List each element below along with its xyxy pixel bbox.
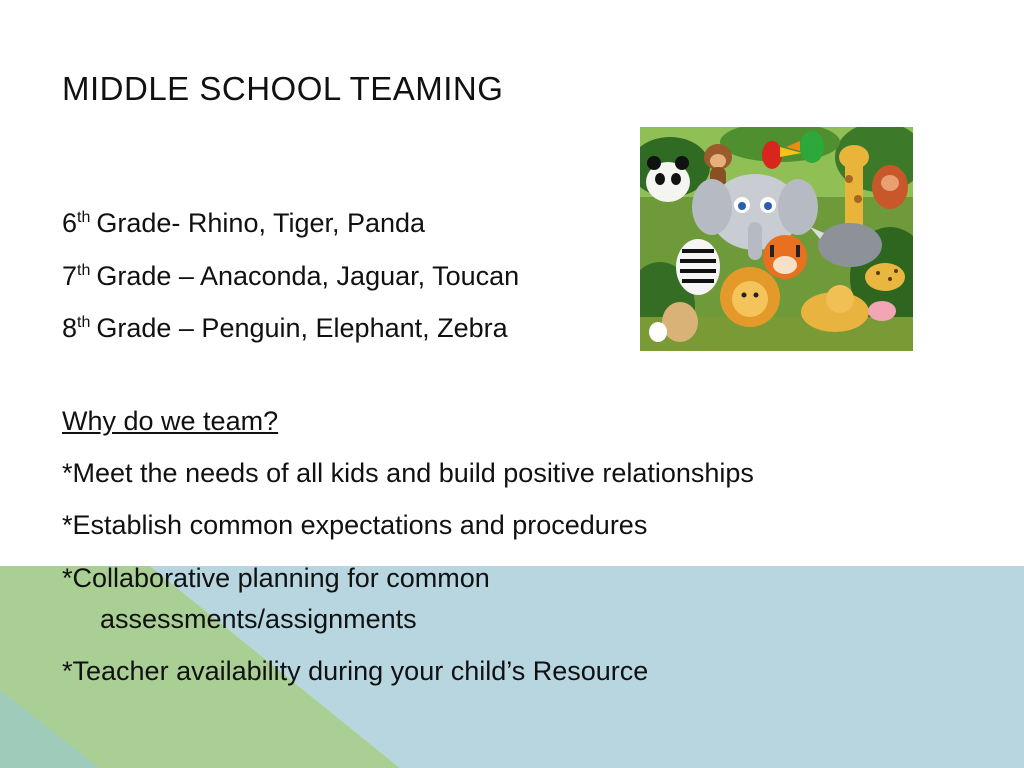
slide-title: MIDDLE SCHOOL TEAMING	[62, 70, 504, 107]
reason-item: *Establish common expectations and procedures	[62, 510, 648, 540]
grade-ordinal: th	[77, 314, 91, 331]
grade-ordinal: th	[77, 209, 91, 226]
grade-teams: Grade- Rhino, Tiger, Panda	[96, 208, 426, 238]
kangaroo	[662, 302, 698, 342]
tiger	[763, 235, 807, 279]
grade-line-7	[62, 261, 519, 292]
zebra	[676, 239, 720, 295]
grade-number: 6	[62, 208, 78, 238]
reason-item-continuation: assessments/assignments	[100, 604, 417, 634]
grade-teams: Grade – Anaconda, Jaguar, Toucan	[96, 261, 520, 291]
grade-number: 7	[62, 261, 78, 291]
grade-line-8	[62, 313, 508, 344]
grade-number: 8	[62, 313, 78, 343]
grade-teams: Grade – Penguin, Elephant, Zebra	[96, 313, 508, 343]
panda	[646, 156, 690, 202]
grade-ordinal: th	[77, 262, 91, 279]
pig	[868, 301, 896, 321]
jungle-animals-illustration	[640, 127, 913, 351]
reason-item: *Collaborative planning for common	[62, 563, 490, 593]
reason-item: *Meet the needs of all kids and build positive relationships	[62, 458, 754, 488]
grade-line-6	[62, 208, 425, 239]
why-team-heading: Why do we team?	[62, 406, 279, 436]
orangutan	[872, 165, 908, 209]
jaguar	[865, 263, 905, 291]
lion	[720, 267, 780, 327]
reason-item: *Teacher availability during your child’s Resource	[62, 656, 649, 686]
rabbit	[649, 322, 667, 342]
